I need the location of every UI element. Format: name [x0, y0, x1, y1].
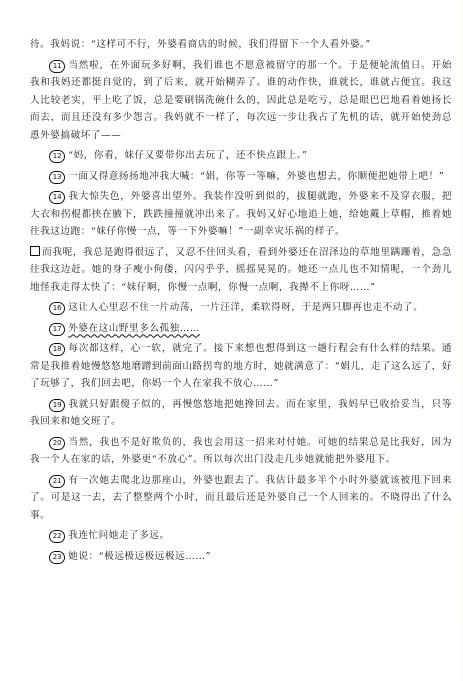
paragraph-22	[30, 527, 452, 545]
paragraph-text: 这让人心里忍不住一片动荡，一片汪洋，柔软得呀，于是两只脚再也走不动了。	[68, 302, 424, 313]
paragraph-12	[30, 147, 452, 165]
paragraph-text: 有一次她去爬北边那座山，外婆也跟去了。我估计最多半个小时外婆就该被甩下回来了。可是这一去，去了整整两个小时，而且最后还是外婆自己一个人回来的。不晓得出了什么事。	[30, 474, 452, 521]
paragraph-text: 当然，我也不是好欺负的，我也会用这一招来对付她。可她的结果总是比我好，因为我一个人在家的话，外婆更“不放心”。所以每次出门没走几步她就能把外婆甩下。	[30, 436, 452, 465]
paragraph-text: 我连忙问她走了多远。	[68, 530, 170, 541]
paragraph-number-badge: 14	[49, 191, 65, 204]
paragraph-number-badge: 21	[49, 475, 65, 488]
paragraph-21	[30, 472, 452, 525]
paragraph-continuation	[30, 36, 452, 54]
paragraph-11	[30, 57, 452, 145]
scan-edge-shadow	[457, 0, 463, 681]
paragraph-20	[30, 434, 452, 469]
paragraph-text: 一面又得意扬扬地冲我大喊：“娟，你等一等嘛，外婆也想去，你顺便把她带上吧！”	[68, 170, 445, 182]
paragraph-number-badge: 20	[49, 437, 65, 450]
paragraph-text: “妈，你看，妹仔又要带你出去玩了，还不快点跟上。”	[68, 150, 308, 161]
paragraph-text: 她说：“极远极远极远极远……”	[68, 550, 211, 562]
paragraph-number-badge: 17	[49, 323, 65, 336]
paragraph-13	[30, 168, 452, 186]
paragraph-text: 而我呢，我总是跑得很远了，又忍不住回头看，看到外婆还在沼泽边的草地里蹒跚着，急急往我这边赶。她的身子瘦小佝偻，闪闪乎乎，摇摇晃晃的。她还一点儿也不知情呢，一个劲儿地怪我走得太快了：“妹仔啊，你慢一点啊，你慢一点啊，我撵不上你呀……”	[30, 246, 452, 293]
paragraph-text: 每次都这样，心一软，就完了。接下来想也想得到这一趟行程会有什么样的结果。通常是我推着她慢悠悠地磨蹭到前面山路拐弯的地方时，她就满意了：“娟儿，走了这么远了，好了玩够了，我们回去吧，你妈一个人在家我不放心……”	[30, 343, 452, 389]
paragraph-number-badge: 11	[49, 60, 65, 73]
paragraph-18	[30, 340, 452, 393]
article-body	[30, 36, 452, 568]
paragraph-14	[30, 188, 452, 241]
paragraph-16	[30, 299, 452, 317]
paragraph-15	[30, 244, 452, 297]
paragraph-number-badge: 13	[49, 171, 65, 184]
paragraph-number-badge: 12	[49, 150, 65, 163]
paragraph-text: 我大惊失色，外婆喜出望外。我装作没听到似的，拔腿就跑，外婆来不及穿衣服，把大衣和拐棍都挟在腋下，跌跌撞撞就冲出来了。我妈又好心地追上她，给她戴上草帽，推着她往我这边跑：“妹仔你慢一点，等一下外婆嘛！”一副幸灾乐祸的样子。	[30, 191, 452, 237]
paragraph-number-badge: 19	[49, 399, 65, 412]
paragraph-number-badge: 22	[49, 530, 65, 543]
paragraph-number-badge: 18	[49, 343, 65, 356]
paragraph-19	[30, 396, 452, 431]
paragraph-text: 我就只好跟傻子似的，再慢悠悠地把她搀回去。而在家里，我妈早已收拾妥当，只等我回来和她交班了。	[30, 398, 452, 427]
paragraph-number-badge: 16	[49, 302, 65, 315]
paragraph-number-badge: 23	[49, 551, 65, 564]
paragraph-text: 当然啦，在外面玩多好啊，我们谁也不愿意被留守的那一个。于是便轮流值日。开始我和我妈还都挺自觉的，到了后来，就开始糊弄了。谁的动作快，谁就长，谁就占便宜。我这人比较老实，平上吃了饭，总是要刷锅洗碗什么的，因此总是吃亏，总是眼巴巴地看着她扬长而去，而且还没有多少怨言。我妈就不一样了，每次远一步让我占了先机的话，就开始使劲总恿外婆搞破坏了——	[30, 59, 452, 141]
empty-answer-box	[30, 246, 40, 256]
paragraph-17	[30, 320, 452, 338]
paragraph-text: 待。我妈说：“这样可不行，外婆看商店的时候，我们得留下一个人看外婆。”	[30, 39, 371, 50]
paragraph-23	[30, 548, 452, 566]
paragraph-text-wavy-underline: 外婆在这山野里多么孤独……	[68, 322, 201, 334]
